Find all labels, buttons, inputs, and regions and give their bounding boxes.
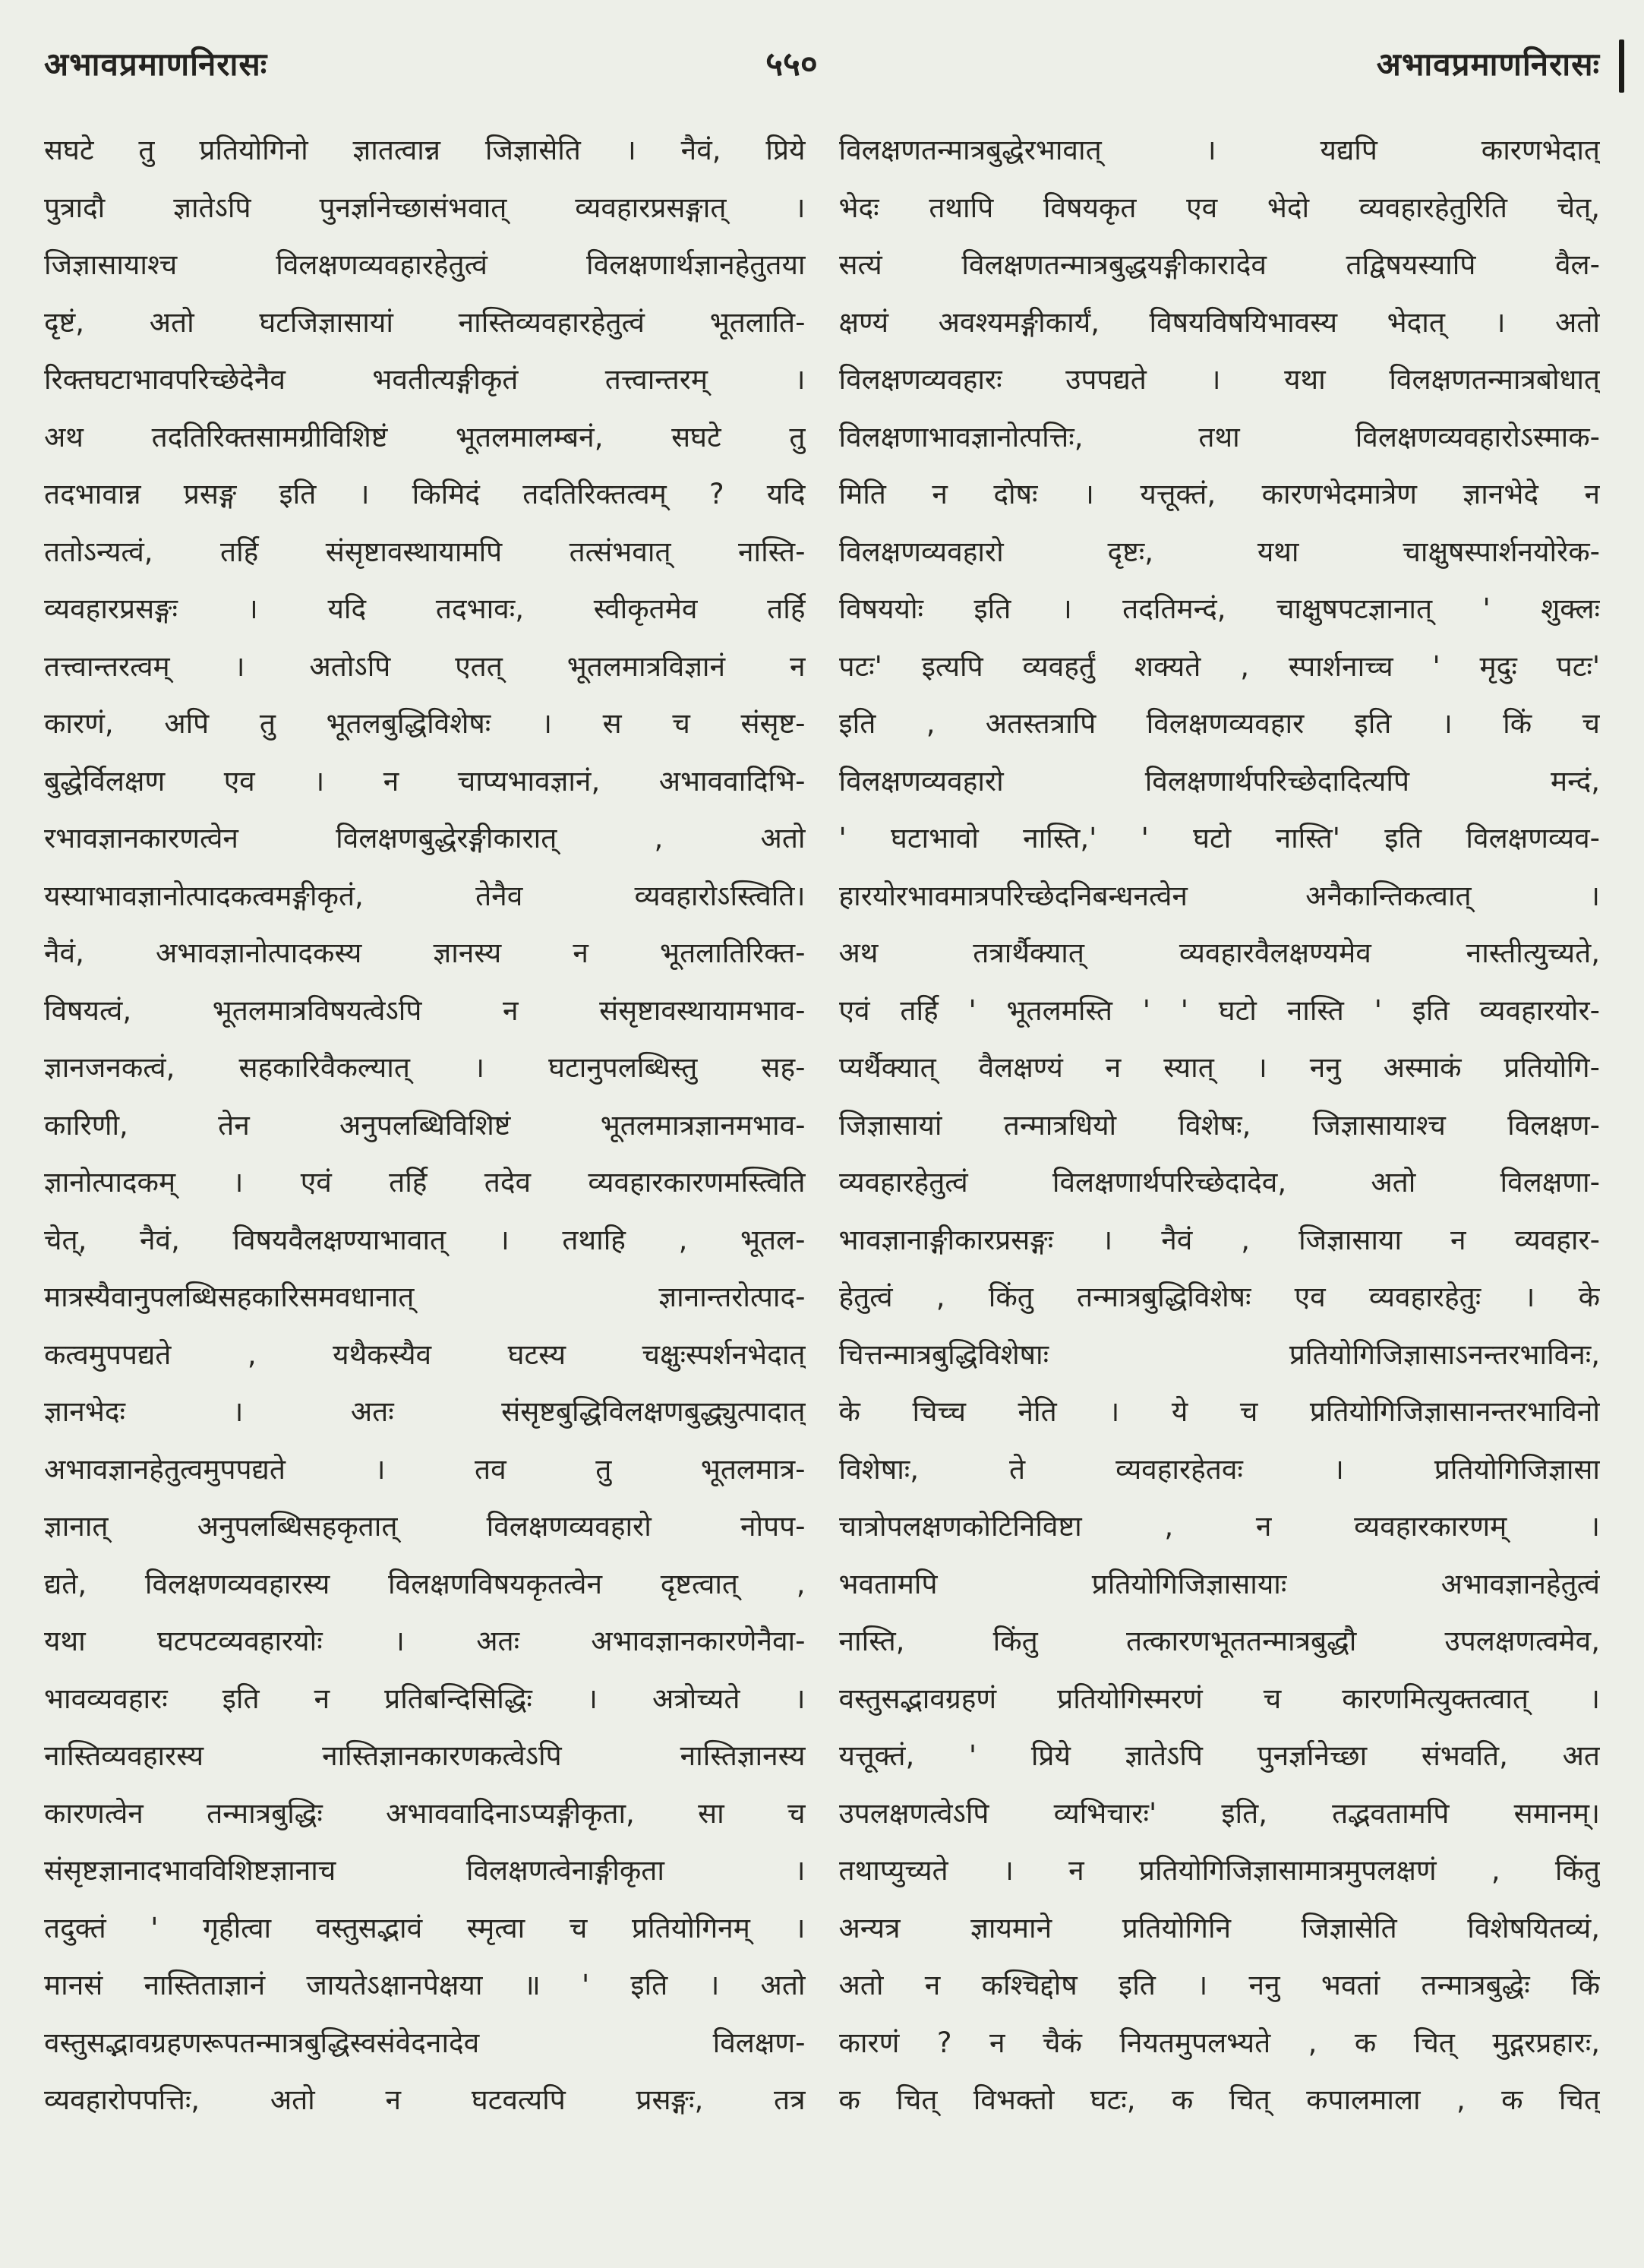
text-line: व्यवहारोपपत्तिः, अतो न घटवत्यपि प्रसङ्गः, तत्र xyxy=(44,2083,806,2116)
text-line: के चिच्च नेति । ये च प्रतियोगिजिज्ञासानन्तरभाविनो xyxy=(838,1395,1600,1428)
text-line: ज्ञानोत्पादकम् । एवं तर्हि तदेव व्यवहारकारणमस्त्विति xyxy=(44,1166,806,1199)
text-line: कारणं, अपि तु भूतलबुद्धिविशेषः । स च संसृष्ट- xyxy=(44,707,806,740)
text-line: प्यर्थैक्यात् वैलक्षण्यं न स्यात् । ननु अस्माकं प्रतियोगि- xyxy=(838,1051,1600,1084)
text-line: हेतुत्वं , किंतु तन्मात्रबुद्धिविशेषः एव व्यवहारहेतुः । के xyxy=(838,1281,1600,1313)
text-line: विलक्षणव्यवहारो विलक्षणार्थपरिच्छेदादित्यपि मन्दं, xyxy=(838,764,1600,798)
running-head-right-title: अभावप्रमाणनिरासः xyxy=(1376,46,1600,83)
text-line: कारिणी, तेन अनुपलब्धिविशिष्टं भूतलमात्रज्ञानमभाव- xyxy=(44,1108,806,1142)
text-line: ' घटाभावो नास्ति,' ' घटो नास्ति' इति विलक्षणव्यव- xyxy=(838,822,1600,854)
text-line: नास्ति, किंतु तत्कारणभूततन्मात्रबुद्धौ उपलक्षणत्वमेव, xyxy=(838,1625,1600,1657)
text-line: अन्यत्र ज्ञायमाने प्रतियोगिनि जिज्ञासेति विशेषयितव्यं, xyxy=(838,1911,1600,1944)
text-line: तथाप्युच्यते । न प्रतियोगिजिज्ञासामात्रमुपलक्षणं , किंतु xyxy=(838,1854,1600,1887)
text-line: चात्रोपलक्षणकोटिनिविष्टा , न व्यवहारकारणम् । xyxy=(838,1510,1600,1543)
text-line: नैवं, अभावज्ञानोत्पादकस्य ज्ञानस्य न भूतलातिरिक्त- xyxy=(44,937,806,969)
text-line: सत्यं विलक्षणतन्मात्रबुद्धयङ्गीकारादेव तद्विषयस्यापि वैल- xyxy=(838,248,1600,281)
text-line: ज्ञानात् अनुपलब्धिसहकृतात् विलक्षणव्यवहारो नोपप- xyxy=(44,1510,806,1543)
text-line: सघटे तु प्रतियोगिनो ज्ञातत्वान्न जिज्ञासेति । नैवं, प्रिये xyxy=(44,134,806,166)
text-line: विषययोः इति । तदतिमन्दं, चाक्षुषपटज्ञानात् ' शुक्लः xyxy=(838,592,1600,625)
text-line: रभावज्ञानकारणत्वेन विलक्षणबुद्धेरङ्गीकारात् , अतो xyxy=(44,822,806,854)
text-line: भवतामपि प्रतियोगिजिज्ञासायाः अभावज्ञानहेतुत्वं xyxy=(838,1567,1600,1600)
text-line: ज्ञानजनकत्वं, सहकारिवैकल्यात् । घटानुपलब्धिस्तु सह- xyxy=(44,1051,806,1084)
text-line: कारणं ? न चैकं नियतमुपलभ्यते , क चित् मुद्गरप्रहारः, xyxy=(838,2026,1600,2059)
text-line: वस्तुसद्भावग्रहणरूपतन्मात्रबुद्धिस्वसंवेदनादेव विलक्षण- xyxy=(44,2026,806,2059)
text-line: बुद्धेर्विलक्षण एव । न चाप्यभावज्ञानं, अभाववादिभि- xyxy=(44,764,806,798)
text-line: हारयोरभावमात्रपरिच्छेदनिबन्धनत्वेन अनैकान्तिकत्वात् । xyxy=(838,879,1600,912)
text-line: तदभावान्न प्रसङ्ग इति । किमिदं तदतिरिक्तत्वम् ? यदि xyxy=(44,478,806,510)
text-line: ततोऽन्यत्वं, तर्हि संसृष्टावस्थायामपि तत्संभवात् नास्ति- xyxy=(44,535,806,568)
text-line: इति , अतस्तत्रापि विलक्षणव्यवहार इति । किं च xyxy=(838,707,1600,740)
text-line: रिक्तघटाभावपरिच्छेदेनैव भवतीत्यङ्गीकृतं तत्त्वान्तरम् । xyxy=(44,363,806,396)
text-line: मिति न दोषः । यत्तूक्तं, कारणभेदमात्रेण ज्ञानभेदे न xyxy=(838,478,1600,510)
text-line: विलक्षणाभावज्ञानोत्पत्तिः, तथा विलक्षणव्यवहारोऽस्माक- xyxy=(838,420,1600,453)
text-line: पुत्रादौ ज्ञातेऽपि पुनर्ज्ञानेच्छासंभवात् व्यवहारप्रसङ्गात् । xyxy=(44,191,806,224)
text-line: तत्त्वान्तरत्वम् । अतोऽपि एतत् भूतलमात्रविज्ञानं न xyxy=(44,649,806,683)
text-line: अतो न कश्चिद्दोष इति । ननु भवतां तन्मात्रबुद्धेः किं xyxy=(838,1969,1600,2001)
right-text-column xyxy=(839,122,1601,2129)
text-line: विलक्षणव्यवहारः उपपद्यते । यथा विलक्षणतन्मात्रबोधात् xyxy=(838,363,1600,396)
text-line: वस्तुसद्भावग्रहणं प्रतियोगिस्मरणं च कारणमित्युक्तत्वात् । xyxy=(838,1682,1600,1715)
text-line: नास्तिव्यवहारस्य नास्तिज्ञानकारणकत्वेऽपि नास्तिज्ञानस्य xyxy=(44,1739,806,1772)
text-line: मानसं नास्तिताज्ञानं जायतेऽक्षानपेक्षया ॥ ' इति । अतो xyxy=(44,1969,806,2001)
text-line: द्यते, विलक्षणव्यवहारस्य विलक्षणविषयकृतत्वेन दृष्टत्वात् , xyxy=(44,1567,806,1600)
text-line: क्षण्यं अवश्यमङ्गीकार्यं, विषयविषयिभावस्य भेदात् । अतो xyxy=(838,305,1600,339)
text-line: यथा घटपटव्यवहारयोः । अतः अभावज्ञानकारणेनैवा- xyxy=(44,1625,806,1657)
text-line: दृष्टं, अतो घटजिज्ञासायां नास्तिव्यवहारहेतुत्वं भूतलाति- xyxy=(44,305,806,339)
text-line: उपलक्षणत्वेऽपि व्यभिचारः' इति, तद्भवतामपि समानम्। xyxy=(838,1796,1600,1830)
text-line: क चित् विभक्तो घटः, क चित् कपालमाला , क चित् xyxy=(838,2083,1600,2116)
text-line: अथ तदतिरिक्तसामग्रीविशिष्टं भूतलमालम्बनं, सघटे तु xyxy=(44,420,806,453)
text-line: भावज्ञानाङ्गीकारप्रसङ्गः । नैवं , जिज्ञासाया न व्यवहार- xyxy=(838,1223,1600,1256)
text-line: संसृष्टज्ञानादभावविशिष्टज्ञानाच विलक्षणत्वेनाङ्गीकृता । xyxy=(44,1854,806,1887)
text-line: जिज्ञासायां तन्मात्रधियो विशेषः, जिज्ञासायाश्च विलक्षण- xyxy=(838,1108,1600,1142)
text-line: चित्तन्मात्रबुद्धिविशेषाः प्रतियोगिजिज्ञासाऽनन्तरभाविनः, xyxy=(838,1338,1600,1371)
text-line: कारणत्वेन तन्मात्रबुद्धिः अभाववादिनाऽप्यङ्गीकृता, सा च xyxy=(44,1796,806,1830)
text-line: एवं तर्हि ' भूतलमस्ति ' ' घटो नास्ति ' इति व्यवहारयोर- xyxy=(838,993,1600,1027)
text-line: व्यवहारप्रसङ्गः । यदि तदभावः, स्वीकृतमेव तर्हि xyxy=(44,592,806,625)
running-head-left-title: अभावप्रमाणनिरासः xyxy=(44,46,268,83)
text-columns xyxy=(44,122,1600,2129)
text-line: कत्वमुपपद्यते , यथैकस्यैव घटस्य चक्षुःस्पर्शनभेदात् xyxy=(44,1338,806,1371)
text-line: यस्याभावज्ञानोत्पादकत्वमङ्गीकृतं, तेनैव व्यवहारोऽस्त्विति। xyxy=(44,879,806,912)
text-line: मात्रस्यैवानुपलब्धिसहकारिसमवधानात् ज्ञानान्तरोत्पाद- xyxy=(44,1281,806,1313)
text-line: विशेषाः, ते व्यवहारहेतवः । प्रतियोगिजिज्ञासा xyxy=(838,1452,1600,1486)
text-line: तदुक्तं ' गृहीत्वा वस्तुसद्भावं स्मृत्वा च प्रतियोगिनम् । xyxy=(44,1911,806,1944)
text-line: यत्तूक्तं, ' प्रिये ज्ञातेऽपि पुनर्ज्ञानेच्छा संभवति, अत xyxy=(838,1739,1600,1772)
text-line: भावव्यवहारः इति न प्रतिबन्दिसिद्धिः । अत्रोच्यते । xyxy=(44,1682,806,1715)
text-line: पटः' इत्यपि व्यवहर्तुं शक्यते , स्पार्शनाच्च ' मृदुः पटः' xyxy=(838,649,1600,683)
running-head xyxy=(44,39,1600,85)
text-line: ज्ञानभेदः । अतः संसृष्टबुद्धिविलक्षणबुद्ध्युत्पादात् xyxy=(44,1395,806,1428)
text-line: भेदः तथापि विषयकृत एव भेदो व्यवहारहेतुरिति चेत्, xyxy=(838,191,1600,224)
text-line: चेत्, नैवं, विषयवैलक्षण्याभावात् । तथाहि , भूतल- xyxy=(44,1223,806,1256)
text-line: अभावज्ञानहेतुत्वमुपपद्यते । तव तु भूतलमात्र- xyxy=(44,1452,806,1486)
text-line: व्यवहारहेतुत्वं विलक्षणार्थपरिच्छेदादेव, अतो विलक्षणा- xyxy=(838,1166,1600,1199)
text-line: विलक्षणतन्मात्रबुद्धेरभावात् । यद्यपि कारणभेदात् xyxy=(838,134,1600,166)
page-number: ५५० xyxy=(765,45,818,84)
text-line: विलक्षणव्यवहारो दृष्टः, यथा चाक्षुषस्पार्शनयोरेक- xyxy=(838,535,1600,568)
left-text-column xyxy=(44,122,806,2129)
text-line: अथ तत्रार्थैक्यात् व्यवहारवैलक्षण्यमेव नास्तीत्युच्यते, xyxy=(838,937,1600,969)
scan-edge-artifact xyxy=(1619,39,1624,93)
text-line: विषयत्वं, भूतलमात्रविषयत्वेऽपि न संसृष्टावस्थायामभाव- xyxy=(44,993,806,1027)
text-line: जिज्ञासायाश्च विलक्षणव्यवहारहेतुत्वं विलक्षणार्थज्ञानहेतुतया xyxy=(44,248,806,281)
